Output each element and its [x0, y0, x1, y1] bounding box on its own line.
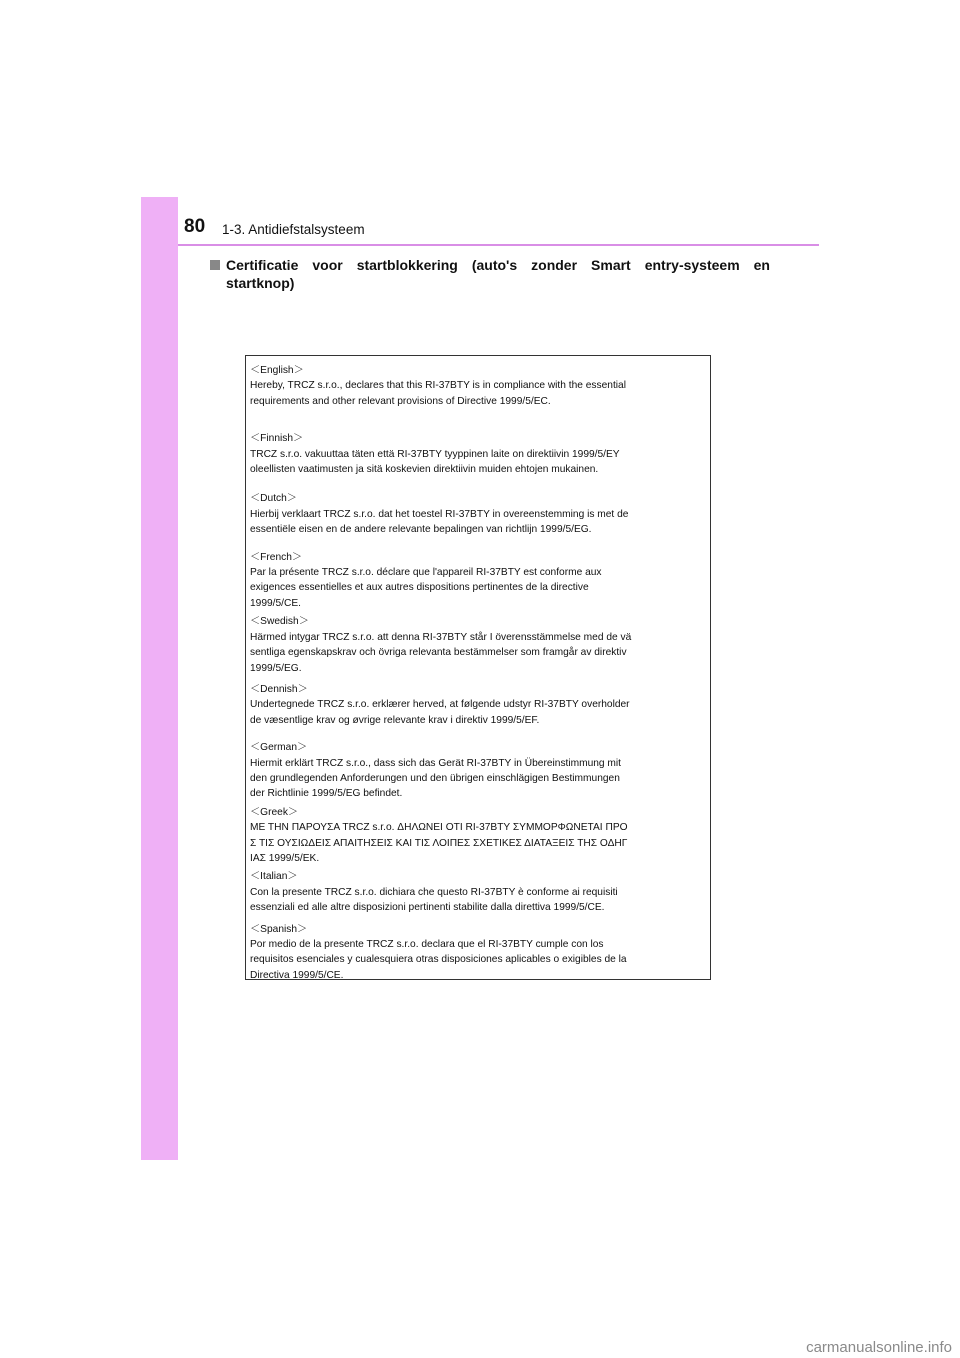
section-heading: [210, 256, 770, 292]
language-label: ＜Dutch＞: [250, 493, 297, 505]
language-label: ＜German＞: [250, 742, 308, 754]
declaration-text: Hierbij verklaart TRCZ s.r.o. dat het toestel RI-37BTY in overeenstemming is met de essentiële eisen en de andere relevante bepalingen van richtlijn 1999/5/EG.: [250, 508, 629, 536]
language-label: ＜Greek＞: [250, 806, 299, 818]
header-divider: [178, 244, 819, 246]
declaration-text: Par la présente TRCZ s.r.o. déclare que l'appareil RI-37BTY est conforme aux exigences essentielles et aux autres dispositions pertinentes de la directive 1999/5/CE.: [250, 567, 602, 609]
declaration-text: Hiermit erklärt TRCZ s.r.o., dass sich das Gerät RI-37BTY in Übereinstimmung mit den grundlegenden Anforderungen und den übrigen einschlägigen Bestimmungen der Richtlinie 1999/5/EG befindet.: [250, 757, 622, 800]
declaration-text: Undertegnede TRCZ s.r.o. erklærer herved, at følgende udstyr RI-37BTY overholder de væsentlige krav og øvrige relevante krav i direktiv 1999/5/EF.: [250, 699, 630, 726]
declaration-text: ΜΕ ΤΗΝ ΠΑΡΟΥΣΑ TRCZ s.r.o. ΔΗΛΩΝΕΙ ΟΤΙ RI-37BTY ΣΥΜΜΟΡΦΩΝΕΤΑΙ ΠΡΟ Σ ΤΙΣ ΟΥΣΙΩΔΕΙΣ ΑΠΑΙΤΗΣΕΙΣ ΚΑΙ ΤΙΣ ΛΟΙΠΕΣ ΣΧΕΤΙΚΕΣ ΔΙΑΤΑΞΕΙΣ ΤΗΣ ΟΔΗΓ ΙΑΣ 1999/5/ΕΚ.: [250, 822, 628, 864]
language-label: ＜Swedish＞: [250, 616, 309, 628]
declaration-text: TRCZ s.r.o. vakuuttaa täten että RI-37BTY tyyppinen laite on direktiivin 1999/5/EY oleellisten vaatimusten ja sitä koskevien direktiivin muiden ehtojen mukainen.: [250, 448, 620, 476]
certificate-box: [245, 355, 711, 980]
language-label: ＜Italian＞: [250, 871, 298, 883]
declaration-text: Con la presente TRCZ s.r.o. dichiara che questo RI-37BTY è conforme ai requisiti essenziali ed alle altre disposizioni pertinenti stabilite dalla direttiva 1999/5/CE.: [250, 886, 618, 914]
declaration-text: Härmed intygar TRCZ s.r.o. att denna RI-37BTY står I överensstämmelse med de vä sentliga egenskapskrav och övriga relevanta bestämmelser som framgår av direktiv 1999/5/EG.: [250, 631, 632, 674]
language-label: ＜French＞: [250, 551, 303, 563]
page-number: 80: [184, 216, 206, 237]
certificate-greek: [250, 805, 707, 867]
declaration-text: Por medio de la presente TRCZ s.r.o. declara que el RI-37BTY cumple con los requisitos esenciales y cualesquiera otras disposiciones aplicables o exigibles de la Directiva 1999/5/CE.: [250, 939, 627, 981]
section-heading-text: Certificatie voor startblokkering (auto's zonder Smart entry-systeem en startknop): [226, 257, 770, 291]
language-label: ＜English＞: [250, 365, 304, 376]
certificate-finnish: [250, 431, 707, 477]
certificate-german: [250, 740, 707, 802]
certificate-dutch: [250, 491, 707, 537]
language-label: ＜Spanish＞: [250, 923, 308, 935]
section-title: 1-3. Antidiefstalsysteem: [222, 222, 365, 237]
square-bullet-icon: [210, 260, 220, 270]
certificate-danish: [250, 682, 707, 728]
language-label: ＜Finnish＞: [250, 433, 304, 445]
certificate-swedish: [250, 614, 707, 676]
language-label: ＜Dennish＞: [250, 683, 308, 695]
sidebar-tab: [141, 197, 178, 1160]
watermark: carmanualsonline.info: [806, 1339, 952, 1356]
certificate-spanish: [250, 922, 707, 984]
certificate-english: [250, 363, 707, 409]
certificate-italian: [250, 869, 707, 915]
declaration-text: Hereby, TRCZ s.r.o., declares that this RI-37BTY is in compliance with the essential requirements and other relevant provisions of Directive 1999/5/EC.: [250, 380, 626, 407]
certificate-french: [250, 550, 707, 612]
